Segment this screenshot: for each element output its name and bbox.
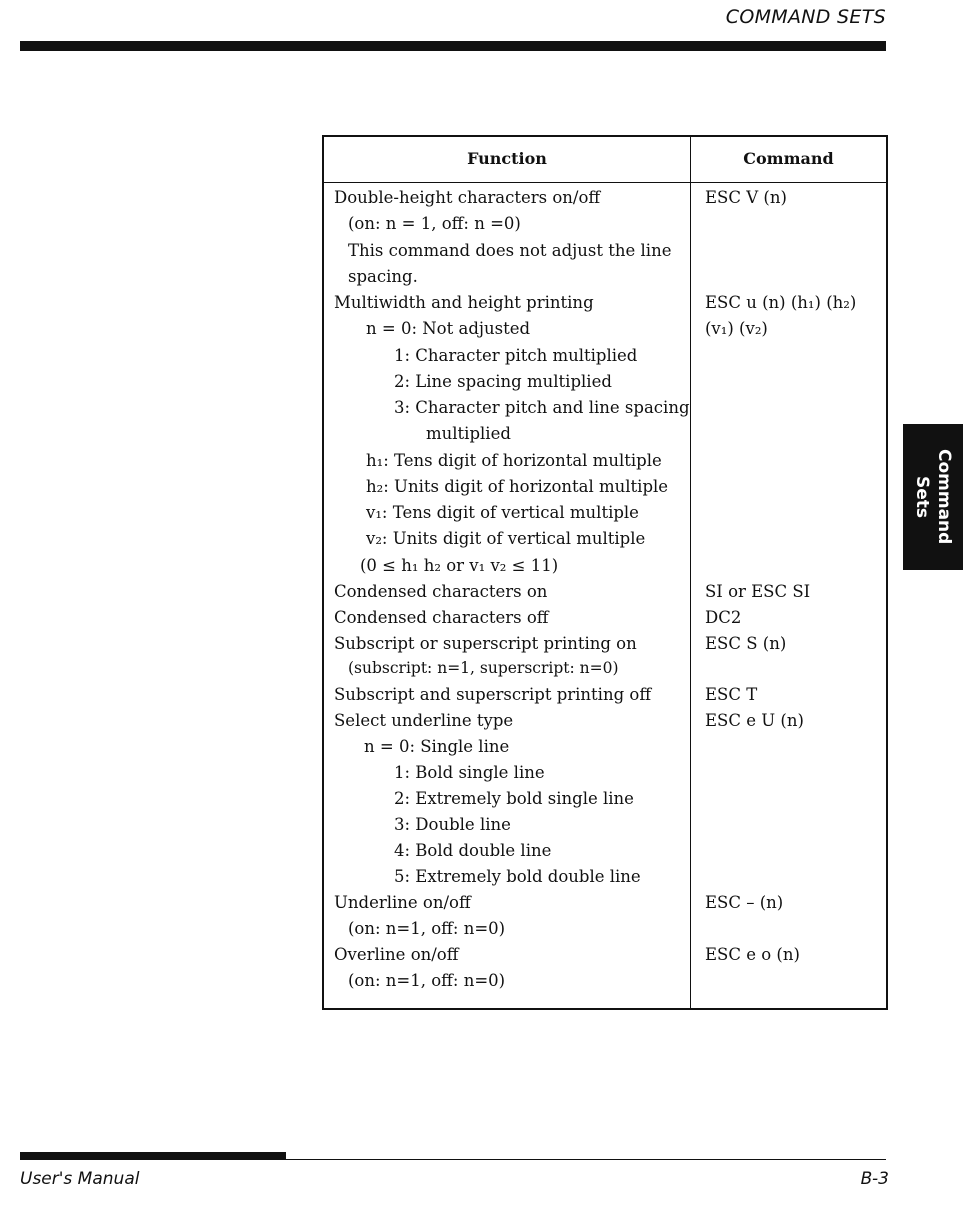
function-line: This command does not adjust the line <box>348 241 672 260</box>
function-line: (on: n = 1, off: n =0) <box>348 214 521 233</box>
command-line: ESC – (n) <box>705 893 784 912</box>
command-line: ESC V (n) <box>705 188 787 207</box>
function-line: (on: n=1, off: n=0) <box>348 971 506 990</box>
footer-rule-thick <box>20 1152 286 1160</box>
function-line: h₂: Units digit of horizontal multiple <box>366 477 669 496</box>
footer-manual-title: User's Manual <box>20 1169 140 1189</box>
function-line: Underline on/off <box>334 893 471 912</box>
function-line: spacing. <box>348 267 418 286</box>
function-line: n = 0: Not adjusted <box>366 319 531 338</box>
function-line: 1: Character pitch multiplied <box>394 346 638 365</box>
command-table <box>322 135 888 1010</box>
command-line: ESC S (n) <box>705 634 787 653</box>
command-line: ESC u (n) (h₁) (h₂) <box>705 293 857 312</box>
command-line: ESC e o (n) <box>705 945 800 964</box>
command-line: SI or ESC SI <box>705 582 811 601</box>
header-rule <box>20 41 886 51</box>
function-line: Condensed characters on <box>334 582 548 601</box>
header-divider <box>324 182 886 183</box>
function-line: 1: Bold single line <box>394 763 545 782</box>
function-line: v₁: Tens digit of vertical multiple <box>366 503 639 522</box>
command-line: ESC e U (n) <box>705 711 804 730</box>
function-line: v₂: Units digit of vertical multiple <box>366 529 646 548</box>
function-line: h₁: Tens digit of horizontal multiple <box>366 451 662 470</box>
function-line: 3: Double line <box>394 815 511 834</box>
footer-page-number: B-3 <box>860 1169 889 1189</box>
command-line: DC2 <box>705 608 742 627</box>
command-column-header: Command <box>743 149 834 168</box>
column-divider <box>690 137 691 1008</box>
function-column-header: Function <box>467 149 547 168</box>
function-line: 3: Character pitch and line spacing <box>394 398 690 417</box>
function-line: Subscript and superscript printing off <box>334 685 652 704</box>
header-title: COMMAND SETS <box>725 6 886 28</box>
side-tab <box>903 424 963 570</box>
command-line: ESC T <box>705 685 758 704</box>
function-line: (0 ≤ h₁ h₂ or v₁ v₂ ≤ 11) <box>360 556 559 575</box>
function-line: Select underline type <box>334 711 514 730</box>
function-line: 4: Bold double line <box>394 841 552 860</box>
footer-rule-thin <box>286 1159 886 1160</box>
function-line: 2: Extremely bold single line <box>394 789 634 808</box>
function-line: Double-height characters on/off <box>334 188 601 207</box>
function-line: (subscript: n=1, superscript: n=0) <box>348 659 619 677</box>
function-line: Subscript or superscript printing on <box>334 634 637 653</box>
command-line: (v₁) (v₂) <box>705 319 768 338</box>
side-tab-label: Command Sets <box>912 449 954 545</box>
function-line: Multiwidth and height printing <box>334 293 594 312</box>
function-line: (on: n=1, off: n=0) <box>348 919 506 938</box>
function-line: 5: Extremely bold double line <box>394 867 641 886</box>
function-line: multiplied <box>426 424 511 443</box>
function-line: Condensed characters off <box>334 608 549 627</box>
function-line: 2: Line spacing multiplied <box>394 372 612 391</box>
function-line: n = 0: Single line <box>364 737 510 756</box>
function-line: Overline on/off <box>334 945 459 964</box>
